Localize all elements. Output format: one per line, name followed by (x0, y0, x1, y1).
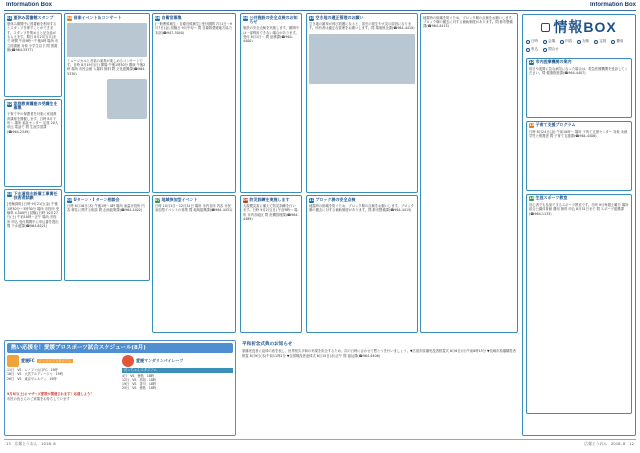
team2-logo-icon (122, 355, 134, 367)
column-1 (4, 13, 62, 283)
left-header-title: Information Box (6, 2, 52, 8)
info-card-2 (4, 99, 62, 187)
notice-title: 平和祈念式典のお知らせ (242, 342, 293, 347)
card-body: 子育て中の保護者を対象に家庭教育講座を開催します。日時 8月下旬〜 場所 福祉センター 定員 20人 申込 電話で 問 生涯学習課(☎964-2349) (7, 112, 59, 134)
right-header-title: Information Box (590, 2, 636, 8)
info-card-7 (152, 195, 236, 333)
schedule-subnote: 市民の皆さんのご来場をお待ちしています (7, 396, 70, 401)
card-title: 地域参加型イベント (161, 196, 198, 202)
card-title: 家庭教育講座の受講生を募集 (13, 100, 58, 111)
yen-icon (611, 40, 615, 44)
clock-icon (526, 40, 530, 44)
team1-schedule (7, 355, 118, 390)
sports-schedule (4, 340, 236, 436)
card-badge: 10 (309, 15, 315, 20)
card-title: 下水道排水設備工事責任技術者試験 (13, 190, 58, 201)
team2-schedule (122, 355, 233, 390)
cemetery-photo (309, 34, 415, 84)
footer-left: 13 広報とうおん 2018. 8 (6, 441, 56, 446)
legend-contact: 問合せ (543, 47, 559, 53)
info-box-title: 情報BOX (553, 19, 617, 35)
info-card-11 (306, 195, 418, 333)
schedule-row: 12日 VS 高知 18時 (122, 377, 157, 382)
column-4 (240, 13, 302, 335)
card-badge: 02 (7, 101, 13, 106)
info-box-item-1 (526, 58, 632, 118)
column-6 (420, 13, 518, 335)
info-box-icon (541, 23, 550, 32)
card-body: 施設の安全点検を実施します。期間中は一部利用できない場合があります。受付 8月1日〜 問 総務課(☎964-4400) (243, 26, 299, 44)
schedule-row: 4日 VS 徳島 18時 (122, 373, 155, 378)
column-3 (152, 13, 236, 335)
legend-capacity: 定員 (594, 39, 606, 45)
info-card-10 (306, 13, 418, 193)
doc-icon (560, 40, 564, 44)
card-badge: 11 (309, 197, 315, 202)
card-body: 大規模災害に備えて防災訓練を行います。日時 9月2日(日) 午前9時〜 場所 市内各地区 問 危機管理課(☎964-4489) (243, 204, 299, 222)
info-box-panel (522, 14, 636, 436)
card-badge: 14 (529, 196, 535, 201)
team1-logo-icon (7, 355, 19, 367)
column-5 (306, 13, 418, 335)
team2-name: 愛媛マンダリンパイレーツ (136, 357, 184, 363)
schedule-note: 9月8日(土)にマザーズ愛媛が開催されます！応援しよう！ (7, 392, 94, 397)
pin-icon (543, 40, 547, 44)
schedule-row: 26日 VS 東京ヴェルディ 19時 (7, 376, 57, 381)
info-box-item-2 (526, 121, 632, 191)
info-card-5 (64, 195, 150, 281)
card-badge: 06 (155, 15, 161, 20)
info-card-1 (4, 13, 62, 97)
card-badge: 01 (7, 15, 13, 20)
card-title: 市内医療機関の案内 (535, 59, 572, 65)
card-badge: 09 (243, 197, 249, 202)
schedule-row: 18日 VS 大宮アルディージャ 19時 (7, 372, 63, 377)
schedule-row: 25日 VS 徳島 18時 (122, 386, 157, 391)
info-box-legend (526, 39, 632, 53)
group-icon (594, 40, 598, 44)
card-body: [受験資格] 日時 9月21日(金) 午後1時30分〜3時30分 場所 市役所 受験料 4,500円 [試験] 日時 10月27日(土) 午前10時〜正午 場所 市役所 申込 受付期間中に申込書を提出 問 下水道課(☎964-6521) (7, 202, 59, 228)
card-body: 休日や夜間に急な病気になった場合は、救急医療機関を受診してください。問 健康推進課(☎964-4407) (529, 66, 628, 76)
card-body: 地震時の倒壊を防ぐため、ブロック塀の点検をお願いします。ブロック塀の撤去に対する補助制度があります。問 都市整備課(☎964-4415) (309, 204, 414, 213)
footer-rule (4, 439, 636, 440)
info-card-extra (420, 13, 518, 333)
card-body: 夏休み期間中に図書館を利用するとスタンプを押すことができます。スタンプを集めると記念品がもらえます。期日 8月23日(木)まで 時間 午前9時〜午後5時 場所 市立図書館 対象 小学生以下 問 図書館(☎964-5577) (7, 22, 59, 53)
card-badge: 12 (529, 60, 535, 65)
column-2 (64, 13, 150, 283)
card-title: 子育て支援プログラム (535, 122, 576, 128)
pen-icon (526, 48, 530, 52)
bottom-notice (240, 340, 518, 436)
card-badge: 03 (7, 191, 13, 196)
card-body: 日時 10月1日〜12月31日 場所 市内各所 内容 市民参加型イベントの募集 問 地域振興課(☎964-4431) (155, 204, 233, 213)
card-title: ブロック塀の安全点検 (315, 196, 356, 202)
info-box-header (526, 18, 632, 36)
info-box-item-3 (526, 194, 632, 414)
card-title: 防災訓練を実施します (249, 196, 290, 202)
card-title: 音楽イベント＆コンサート (73, 14, 122, 20)
footer-right: 広報とうおん 2018. 8 12 (584, 441, 634, 446)
card-title: 夏休み図書館スタンプ (13, 14, 54, 20)
legend-target: 対象 (577, 39, 589, 45)
card-body: 初心者でも参加できるスポーツ教室です。日時 9月毎週土曜日 場所 総合公園体育館 費用 無料 申込 8月31日まで 問 スポーツ振興課(☎964-1133) (529, 202, 629, 216)
card-badge: 05 (67, 197, 73, 202)
card-title: Uターン・I ターン相談会 (73, 196, 120, 202)
legend-fee: 費用 (611, 39, 623, 45)
schedule-tables (7, 355, 233, 390)
info-card-6 (152, 13, 236, 193)
card-title: 自衛官募集 (161, 14, 182, 20)
card-title: 生涯スポーツ教室 (535, 195, 568, 201)
card-badge: 13 (529, 123, 535, 128)
team2-venue: 坊っちゃんスタジアム (122, 368, 233, 372)
card-title: 空き地の適正管理のお願い (315, 14, 364, 20)
team1-name: 愛媛FC (21, 357, 35, 363)
info-card-3 (4, 189, 62, 281)
notice-body: 原爆死没者に哀悼の意を表し、世界恒久平和の実現を祈念するため、次の日時に合わせて黙とうを行いましょう。▼広島市原爆死没者慰霊式 8月6日(月)午前8時15分 ▼長崎市原爆犠牲者慰霊 8月9日(木)午前11時2分 ▼全国戦没者追悼式 8月15日(水)正午 問 福祉課(☎964-4406) (242, 349, 516, 358)
card-body: 日時 8月24日(金) 午前10時〜 場所 子育て支援センター 対象 未就学児と保護者 問 子育て支援課(☎964-4408) (529, 129, 628, 139)
info-card-8 (240, 13, 302, 193)
phone-icon (543, 48, 547, 52)
performer-photo (107, 79, 147, 119)
left-header (6, 2, 156, 9)
card-body: 空き地の雑草が伸び放題になると、害虫の発生や火災の原因になります。所有者は適正な管理をお願いします。問 環境保全課(☎964-4410) (309, 22, 415, 31)
person-icon (577, 40, 581, 44)
card-badge: 04 (67, 15, 73, 20)
card-badge: 08 (243, 15, 249, 20)
info-card-9 (240, 195, 302, 333)
card-body: 日時 8月16日(木) 午後1時〜4時 場所 東温市役所 内容 移住に関する相談 問 企画政策課(☎964-4402) (67, 204, 145, 213)
card-badge: 07 (155, 197, 161, 202)
schedule-row: 11日 VS レノファ山口FC 19時 (7, 368, 58, 373)
team1-venue: ニンジニアスタジアム (38, 359, 72, 364)
schedule-banner: 熱い応援を！愛媛プロスポーツ試合スケジュール(8月) (7, 343, 233, 353)
legend-apply: 申込 (526, 47, 538, 53)
legend-date: 日時 (526, 39, 538, 45)
concert-photo (67, 23, 147, 57)
info-card-4 (64, 13, 150, 193)
card-body: [一般曹候補生・自衛官候補生] 受付期間 7月1日〜9月7日(金) 試験日 9月中旬〜 問 自衛隊愛媛地方協力本部(☎947-3040) (155, 22, 232, 35)
right-header (560, 2, 636, 9)
legend-content: 内容 (560, 39, 572, 45)
header-rule (4, 10, 636, 11)
card-body: 地震時の倒壊を防ぐため、ブロック塀の点検をお願いします。ブロック塀の撤去に対する補助制度があります。問 都市整備課(☎964-4415) (423, 15, 515, 29)
schedule-row: 19日 VS 香川 18時 (122, 382, 157, 387)
card-body: ミュージカルと音楽の演奏が楽しめるコンサートです。日時 8月19日(日) 開場 午後1時30分 開演 午後2時 場所 市民会館 入場料 無料 問 文化振興課(☎964-5330) (67, 58, 146, 76)
card-title: 公共施設の安全点検のお知らせ (249, 14, 298, 25)
legend-place: 会場 (543, 39, 555, 45)
